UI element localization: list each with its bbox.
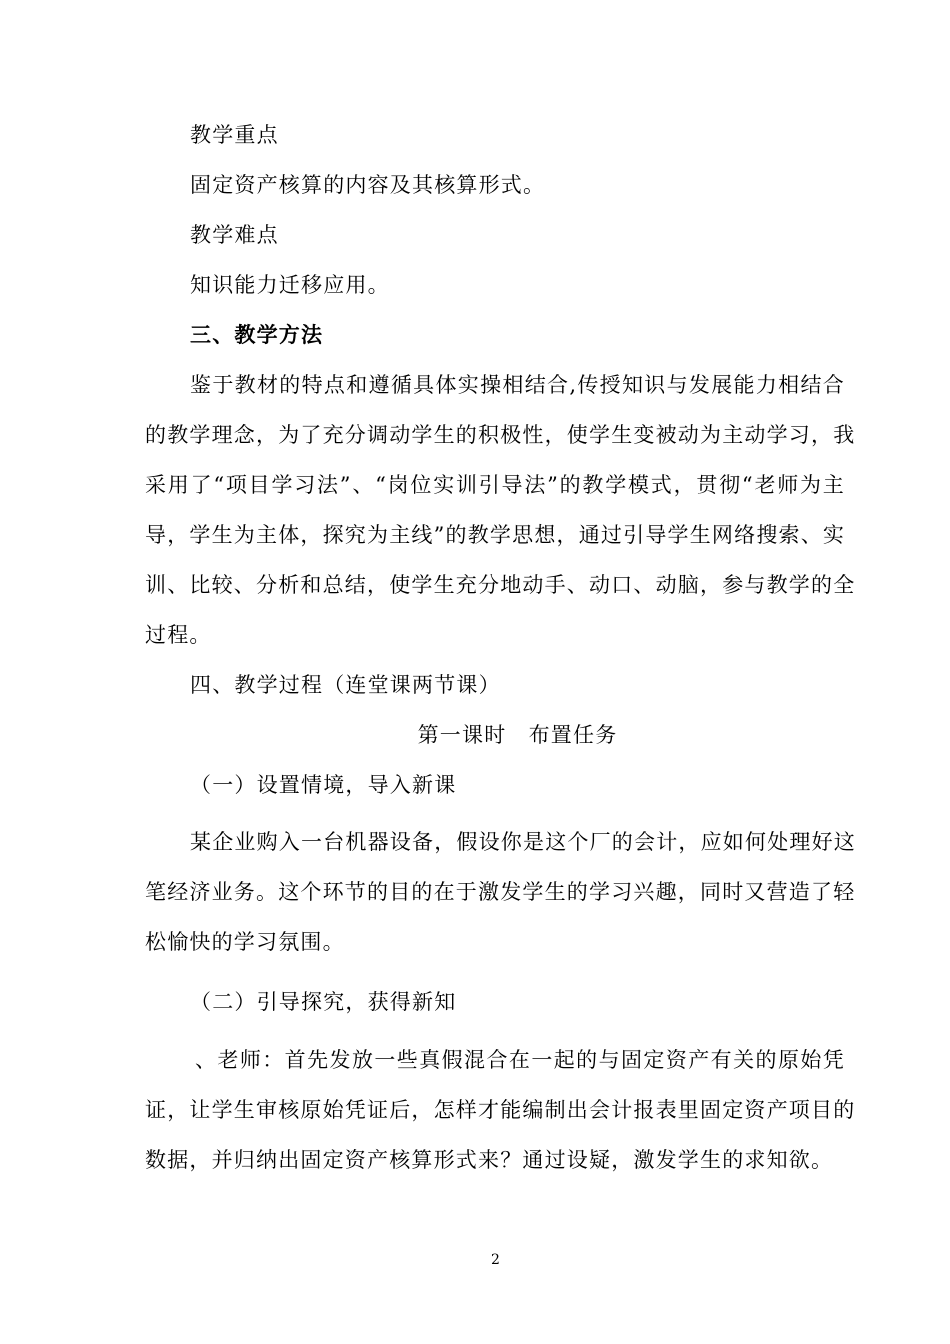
paragraph-line: 松愉快的学习氛围。 [145, 930, 345, 954]
subsection-heading-1: （一）设置情境，导入新课 [190, 773, 457, 797]
paragraph-line: 证，让学生审核原始凭证后，怎样才能编制出会计报表里固定资产项目的 [145, 1098, 856, 1122]
page-number: 2 [491, 1252, 500, 1268]
section-heading-teaching-process: 四、教学过程（连堂课两节课） [190, 673, 501, 697]
section-heading-teaching-method: 三、教学方法 [190, 323, 324, 347]
paragraph-line: 某企业购入一台机器设备，假设你是这个厂的会计，应如何处理好这 [190, 830, 856, 854]
heading-teaching-focus: 教学重点 [190, 123, 279, 147]
paragraph-line: 过程。 [145, 623, 212, 647]
paragraph-line: 知识能力迁移应用。 [190, 273, 390, 297]
paragraph-line: 固定资产核算的内容及其核算形式。 [190, 173, 546, 197]
subsection-heading-2: （二）引导探究，获得新知 [190, 990, 457, 1014]
paragraph-line: 鉴于教材的特点和遵循具体实操相结合,传授知识与发展能力相结合 [190, 373, 845, 397]
paragraph-line: 笔经济业务。这个环节的目的在于激发学生的学习兴趣，同时又营造了轻 [145, 880, 856, 904]
lesson-title: 第一课时 布置任务 [417, 723, 618, 747]
heading-teaching-difficulty: 教学难点 [190, 223, 279, 247]
paragraph-line: 的教学理念，为了充分调动学生的积极性，使学生变被动为主动学习，我 [145, 423, 856, 447]
paragraph-line: 导，学生为主体，探究为主线”的教学思想，通过引导学生网络搜索、实 [145, 523, 846, 547]
paragraph-line: 训、比较、分析和总结，使学生充分地动手、动口、动脑，参与教学的全 [145, 573, 856, 597]
paragraph-line: 采用了“项目学习法”、“岗位实训引导法”的教学模式，贯彻“老师为主 [145, 473, 845, 497]
paragraph-line: 数据，并归纳出固定资产核算形式来？通过设疑，激发学生的求知欲。 [145, 1148, 834, 1172]
paragraph-line: 、老师：首先发放一些真假混合在一起的与固定资产有关的原始凭 [195, 1048, 845, 1072]
